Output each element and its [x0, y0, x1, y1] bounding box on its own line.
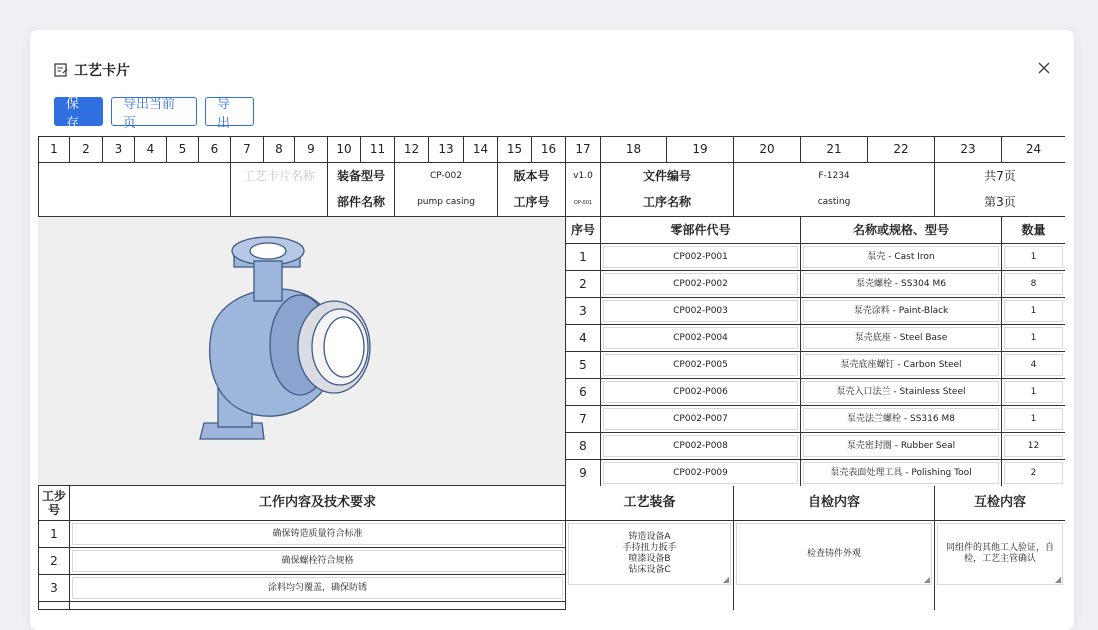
file-no-value: F-1234	[734, 163, 935, 190]
parts-row-cell	[1002, 352, 1065, 379]
self-check-cell	[734, 521, 935, 610]
parts-code-input[interactable]: CP002-P002	[603, 273, 798, 295]
equipment-line: 喷漆设备B	[628, 554, 671, 564]
toolbar	[54, 96, 254, 131]
parts-code-input[interactable]: CP002-P004	[603, 327, 798, 349]
self-check-textarea[interactable]: 检查铸件外观 ◢	[736, 523, 932, 585]
parts-row-cell	[801, 271, 1002, 298]
self-check-header: 自检内容	[734, 486, 935, 521]
parts-row-cell	[601, 379, 801, 406]
parts-row-cell	[1002, 406, 1065, 433]
step-content-input[interactable]: 确保铸造质量符合标准	[72, 523, 563, 545]
part-image	[38, 217, 566, 486]
header-blank-cell	[38, 163, 231, 217]
parts-qty-input[interactable]: 2	[1004, 462, 1063, 484]
step-content-header: 工作内容及技术要求	[70, 486, 566, 521]
column-number-cell: 8	[264, 136, 295, 163]
column-number-cell: 2	[70, 136, 103, 163]
edit-document-icon	[54, 63, 68, 77]
equipment-model-label: 装备型号	[328, 163, 395, 190]
parts-qty-header: 数量	[1002, 217, 1065, 244]
parts-code-input[interactable]: CP002-P005	[603, 354, 798, 376]
parts-qty-input[interactable]: 1	[1004, 300, 1063, 322]
parts-name-input[interactable]: 泵壳入口法兰 - Stainless Steel	[803, 381, 999, 403]
parts-row-cell	[601, 352, 801, 379]
column-number-cell: 9	[295, 136, 328, 163]
resize-handle-icon[interactable]: ◢	[1054, 575, 1061, 584]
column-number-cell: 3	[103, 136, 135, 163]
parts-name-input[interactable]: 泵壳法兰螺栓 - SS316 M8	[803, 408, 999, 430]
process-name-label: 工序名称	[601, 189, 734, 217]
step-content-input[interactable]: 涂料均匀覆盖，确保防锈	[72, 577, 563, 599]
parts-row-cell	[801, 406, 1002, 433]
close-icon[interactable]	[1036, 60, 1052, 76]
parts-row-cell	[1002, 325, 1065, 352]
parts-code-header: 零部件代号	[601, 217, 801, 244]
mutual-check-cell	[935, 521, 1065, 610]
parts-row-seq: 8	[566, 433, 601, 460]
parts-row-cell	[601, 460, 801, 487]
step-row-content-cell	[70, 602, 566, 610]
parts-row-cell	[601, 271, 801, 298]
parts-row-cell	[601, 325, 801, 352]
total-pages: 共7页	[935, 163, 1065, 190]
column-number-cell: 4	[135, 136, 167, 163]
parts-row-cell	[801, 244, 1002, 271]
parts-qty-input[interactable]: 1	[1004, 327, 1063, 349]
parts-row-cell	[1002, 244, 1065, 271]
export-button[interactable]: 导出	[205, 97, 254, 126]
resize-handle-icon[interactable]: ◢	[722, 575, 729, 584]
step-content-input[interactable]: 确保螺栓符合规格	[72, 550, 563, 572]
step-row-no	[38, 602, 70, 610]
pump-casing-illustration	[38, 217, 566, 485]
parts-code-input[interactable]: CP002-P003	[603, 300, 798, 322]
parts-row-cell	[1002, 460, 1065, 487]
parts-row-seq: 2	[566, 271, 601, 298]
equipment-header: 工艺装备	[566, 486, 734, 521]
parts-row-cell	[1002, 433, 1065, 460]
parts-row-cell	[801, 325, 1002, 352]
parts-qty-input[interactable]: 1	[1004, 246, 1063, 268]
parts-row-seq: 9	[566, 460, 601, 487]
column-number-cell: 5	[167, 136, 199, 163]
column-number-cell: 20	[734, 136, 801, 163]
file-no-label: 文件编号	[601, 163, 734, 190]
version-value: v1.0	[566, 163, 601, 190]
step-row-no: 2	[38, 548, 70, 575]
equipment-line: 铸造设备A	[628, 532, 671, 543]
column-number-cell: 19	[667, 136, 734, 163]
export-current-page-button[interactable]: 导出当前页	[111, 97, 197, 126]
column-number-cell: 7	[231, 136, 264, 163]
parts-code-input[interactable]: CP002-P001	[603, 246, 798, 268]
parts-name-input[interactable]: 泵壳底座 - Steel Base	[803, 327, 999, 349]
parts-name-input[interactable]: 泵壳螺栓 - SS304 M6	[803, 273, 999, 295]
column-number-cell: 1	[38, 136, 70, 163]
parts-row-cell	[601, 433, 801, 460]
part-name-label: 部件名称	[328, 189, 395, 217]
parts-row-seq: 4	[566, 325, 601, 352]
parts-qty-input[interactable]: 1	[1004, 381, 1063, 403]
version-label: 版本号	[498, 163, 566, 190]
column-number-cell: 18	[601, 136, 667, 163]
parts-name-input[interactable]: 泵壳 - Cast Iron	[803, 246, 999, 268]
parts-code-input[interactable]: CP002-P009	[603, 462, 798, 484]
column-number-cell: 21	[801, 136, 868, 163]
parts-name-input[interactable]: 泵壳涂料 - Paint-Black	[803, 300, 999, 322]
parts-row-seq: 1	[566, 244, 601, 271]
parts-row-cell	[801, 460, 1002, 487]
step-row-content-cell	[70, 575, 566, 602]
step-row-content-cell	[70, 548, 566, 575]
parts-row-cell	[601, 298, 801, 325]
parts-row-cell	[801, 352, 1002, 379]
parts-row-seq: 6	[566, 379, 601, 406]
mutual-check-header: 互检内容	[935, 486, 1065, 521]
dialog-header	[54, 60, 130, 80]
parts-row-cell	[801, 379, 1002, 406]
parts-row-cell	[801, 298, 1002, 325]
parts-row-cell	[601, 244, 801, 271]
equipment-line: 钻床设备C	[628, 564, 671, 575]
column-number-cell: 12	[395, 136, 429, 163]
parts-code-input[interactable]: CP002-P006	[603, 381, 798, 403]
process-no-value: OP-001	[566, 189, 601, 217]
column-number-cell: 6	[199, 136, 231, 163]
column-number-cell: 13	[429, 136, 464, 163]
parts-name-input[interactable]: 泵壳密封圈 - Rubber Seal	[803, 435, 999, 457]
step-no-header: 工步号	[38, 486, 70, 521]
column-number-cell: 23	[935, 136, 1002, 163]
parts-qty-input[interactable]: 1	[1004, 408, 1063, 430]
parts-code-input[interactable]: CP002-P008	[603, 435, 798, 457]
column-number-cell: 15	[498, 136, 532, 163]
step-row-no: 3	[38, 575, 70, 602]
card-name-blank-cell	[231, 189, 328, 217]
column-number-cell: 22	[868, 136, 935, 163]
parts-seq-header: 序号	[566, 217, 601, 244]
process-no-label: 工序号	[498, 189, 566, 217]
step-row-content-cell	[70, 521, 566, 548]
column-number-cell: 16	[532, 136, 566, 163]
parts-row-seq: 5	[566, 352, 601, 379]
save-button[interactable]: 保存	[54, 97, 103, 126]
parts-row-cell	[1002, 379, 1065, 406]
parts-row-cell	[601, 406, 801, 433]
dialog-title: 工艺卡片	[74, 63, 130, 79]
card-name-input[interactable]: 工艺卡片名称	[231, 163, 328, 190]
column-number-cell: 17	[566, 136, 601, 163]
equipment-model-value: CP-002	[395, 163, 498, 190]
process-name-value: casting	[734, 189, 935, 217]
column-number-cell: 24	[1002, 136, 1065, 163]
parts-qty-input[interactable]: 8	[1004, 273, 1063, 295]
process-card-dialog	[30, 30, 1074, 630]
equipment-cell	[566, 521, 734, 610]
parts-row-seq: 7	[566, 406, 601, 433]
column-number-cell: 11	[361, 136, 395, 163]
resize-handle-icon[interactable]: ◢	[923, 575, 930, 584]
mutual-check-textarea[interactable]: 同组件的其他工人验证，自检，工艺主管确认 ◢	[937, 523, 1063, 585]
column-number-cell: 14	[464, 136, 498, 163]
equipment-textarea[interactable]	[568, 523, 731, 585]
parts-row-cell	[1002, 298, 1065, 325]
column-number-cell: 10	[328, 136, 361, 163]
step-row-no: 1	[38, 521, 70, 548]
parts-row-seq: 3	[566, 298, 601, 325]
parts-code-input[interactable]: CP002-P007	[603, 408, 798, 430]
process-card-table	[38, 136, 1064, 595]
parts-row-cell	[1002, 271, 1065, 298]
parts-name-input[interactable]: 泵壳底座螺钉 - Carbon Steel	[803, 354, 999, 376]
parts-name-input[interactable]: 泵壳表面处理工具 - Polishing Tool	[803, 462, 999, 484]
parts-name-header: 名称或规格、型号	[801, 217, 1002, 244]
parts-row-cell	[801, 433, 1002, 460]
part-name-value: pump casing	[395, 189, 498, 217]
parts-qty-input[interactable]: 4	[1004, 354, 1063, 376]
page-number: 第3页	[935, 189, 1065, 217]
equipment-line: 手持扭力扳手	[622, 543, 677, 554]
parts-qty-input[interactable]: 12	[1004, 435, 1063, 457]
